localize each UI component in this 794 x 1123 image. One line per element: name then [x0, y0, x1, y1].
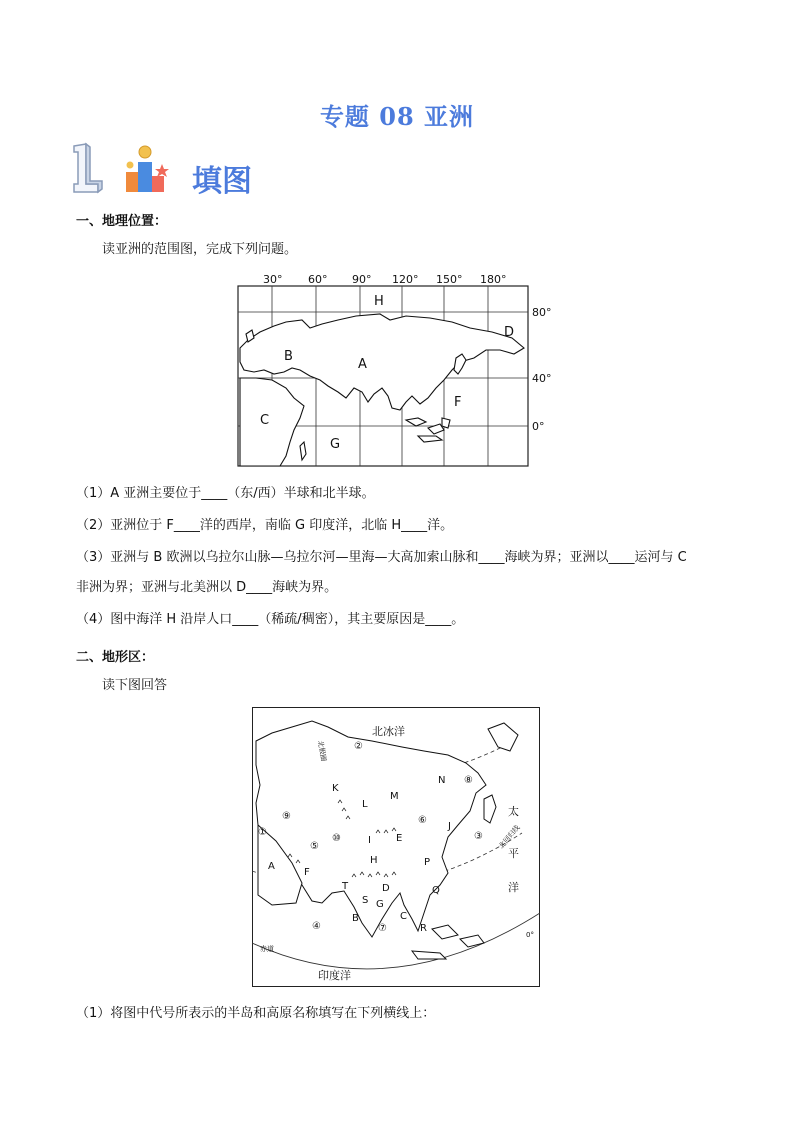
terrain-number-4: ④ [312, 921, 321, 932]
section-badge-icon [72, 140, 184, 196]
terrain-letter-R: R [420, 923, 427, 934]
terrain-letter-D: D [382, 883, 390, 894]
ocean-indian-label: 印度洋 [318, 969, 351, 982]
question-3: （3）亚洲与 B 欧洲以乌拉尔山脉—乌拉尔河—里海—大高加索山脉和____海峡为界；亚洲以____运河与 C [76, 550, 687, 565]
terrain-number-2: ② [354, 741, 363, 752]
zero-degree-label: 0° [526, 931, 534, 939]
terrain-number-5: ⑤ [310, 841, 319, 852]
lon-label: 120° [392, 273, 419, 286]
question-2: （2）亚洲位于 F____洋的西岸，南临 G 印度洋，北临 H____洋。 [76, 518, 454, 533]
terrain-letter-N: N [438, 775, 446, 786]
asia-terrain-map [252, 707, 540, 987]
part2-question-1: （1）将图中代号所表示的半岛和高原名称填写在下列横线上： [76, 1006, 436, 1021]
tropic-label: 北回归线 [497, 823, 522, 851]
ocean-arctic-label: 北冰洋 [372, 725, 405, 738]
terrain-number-6: ⑥ [418, 815, 427, 826]
page-title: 专题 08 亚洲 [319, 102, 475, 131]
question-4: （4）图中海洋 H 沿岸人口____（稀疏/稠密），其主要原因是____。 [76, 612, 465, 627]
terrain-letter-F: F [304, 867, 310, 878]
ocean-pacific-label-2: 平 [508, 847, 519, 860]
section-label: 填图 [192, 164, 252, 199]
terrain-number-3: ③ [474, 831, 483, 842]
part2-heading: 二、地形区： [76, 650, 155, 665]
map-letter-D: D [504, 325, 515, 340]
lon-label: 150° [436, 273, 463, 286]
terrain-letter-J: J [448, 821, 451, 832]
terrain-letter-E: E [396, 833, 403, 844]
map-letter-G: G [330, 437, 341, 452]
terrain-letter-K: K [332, 783, 339, 794]
terrain-number-9: ⑨ [282, 811, 291, 822]
terrain-number-8: ⑧ [464, 775, 473, 786]
lat-label: 0° [532, 420, 545, 433]
part1-heading: 一、地理位置： [76, 214, 168, 229]
terrain-letter-H: H [370, 855, 378, 866]
lon-label: 60° [308, 273, 328, 286]
map-letter-B: B [284, 349, 293, 364]
terrain-letter-G: G [376, 899, 384, 910]
terrain-letter-B: B [352, 913, 359, 924]
lon-label: 30° [263, 273, 283, 286]
map-letter-H: H [374, 294, 384, 309]
part2-instruction: 读下图回答 [102, 678, 168, 693]
ocean-pacific-label-1: 太 [508, 805, 519, 818]
map-letter-F: F [454, 395, 462, 410]
terrain-number-10: ⑩ [332, 833, 341, 844]
equator-label: 赤道 [260, 945, 274, 953]
lon-label: 180° [480, 273, 507, 286]
terrain-letter-L: L [362, 799, 368, 810]
terrain-letter-P: P [424, 857, 431, 868]
asia-range-map [230, 270, 560, 470]
terrain-letter-T: T [342, 881, 349, 892]
ocean-pacific-label-3: 洋 [508, 881, 519, 894]
question-1: （1）A 亚洲主要位于____（东/西）半球和北半球。 [76, 486, 375, 501]
terrain-letter-A: A [268, 861, 275, 872]
lon-label: 90° [352, 273, 372, 286]
terrain-letter-I: I [368, 835, 371, 846]
lat-label: 80° [532, 306, 552, 319]
terrain-number-7: ⑦ [378, 923, 387, 934]
lat-label: 40° [532, 372, 552, 385]
terrain-number-1: ① [258, 827, 267, 838]
arctic-circle-label: 北极圈 [316, 739, 328, 763]
terrain-letter-M: M [390, 791, 399, 802]
terrain-letter-S: S [362, 895, 369, 906]
terrain-letter-C: C [400, 911, 407, 922]
map-letter-C: C [260, 413, 270, 428]
terrain-letter-Q: Q [432, 885, 440, 896]
question-3-cont: 非洲为界；亚洲与北美洲以 D____海峡为界。 [76, 580, 338, 595]
part1-instruction: 读亚洲的范围图，完成下列问题。 [102, 242, 298, 257]
map-letter-A: A [358, 357, 367, 372]
